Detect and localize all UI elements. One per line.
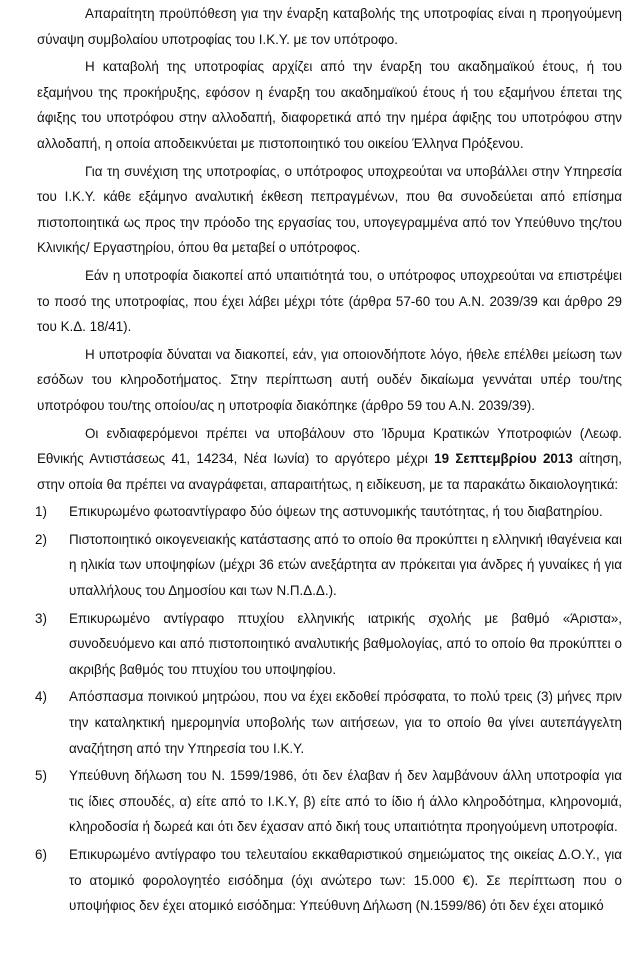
list-item [37, 684, 622, 761]
application-deadline: 19 Σεπτεμβρίου 2013 [434, 451, 573, 467]
list-item-text: Επικυρωμένο φωτοαντίγραφο δύο όψεων της αστυνομικής ταυτότητας, ή του διαβατηρίου. [69, 504, 603, 520]
paragraph-payment-start: Η καταβολή της υποτροφίας αρχίζει από την έναρξη του ακαδημαϊκού έτους, ή του εξαμήνου της προκήρυξης, εφόσον η έναρξη του ακαδημαϊκού έτους ή του εξαμήνου έπεται της άφιξης του υποτρόφου στην αλλοδαπή, διαφορετικά από την ημέρα άφιξης του υποτρόφου στην αλλοδαπή, η οποία αποδεικνύεται με πιστοποιητικό του οικείου Έλληνα Πρόξενου. [37, 59, 622, 151]
list-item [37, 763, 622, 840]
paragraph-application [37, 421, 622, 498]
list-item-text: Υπεύθυνη δήλωση του Ν. 1599/1986, ότι δεν έλαβαν ή δεν λαμβάνουν άλλη υποτροφία για τις ίδιες σπουδές, α) είτε από το Ι.Κ.Υ, β) είτε από το ίδιο ή άλλο κληροδότημα, κληρονομιά, κληροδοσία ή δωρεά και ότι δεν έχασαν από δική τους υπαιτιότητα προηγούμενη υποτροφία. [69, 768, 622, 835]
paragraph-refund: Εάν η υποτροφία διακοπεί από υπαιτιότητά του, ο υπότροφος υποχρεούται να επιστρέψει το ποσό της υποτροφίας, που έχει λάβει μέχρι τότε (άρθρα 57-60 του Α.Ν. 2039/39 και άρθρο 29 του Κ.Δ. 18/41). [37, 267, 622, 335]
paragraph-continuation: Για τη συνέχιση της υποτροφίας, ο υπότροφος υποχρεούται να υποβάλλει στην Υπηρεσία του Ι.Κ.Υ. κάθε εξάμηνο αναλυτική έκθεση πεπραγμένων, που θα συνοδεύεται από επίσημα πιστοποιητικά ως προς την πρόοδο της εργασίας του, υπογεγραμμένα από τον Υπεύθυνο της/του Κλινικής/ Εργαστηρίου, όπου θα μεταβεί ο υπότροφος. [37, 163, 622, 256]
list-item-text: Επικυρωμένο αντίγραφο του τελευταίου εκκαθαριστικού σημειώματος της οικείας Δ.Ο.Υ., για το ατομικό φορολογητέο εισόδημα (όχι ανώτερο των: 15.000 €). Σε περίπτωση που ο υποψήφιος δεν έχει ατομικό εισόδημα: Υπεύθυνη Δήλωση (Ν.1599/86) ότι δεν έχει ατομικό [69, 847, 622, 914]
list-item-number: 2) [35, 531, 47, 547]
list-item-number: 4) [35, 689, 47, 705]
list-item-number: 6) [35, 847, 47, 862]
required-documents-list [37, 499, 622, 919]
list-item [37, 499, 622, 525]
list-item-text: Απόσπασμα ποινικού μητρώου, που να έχει εκδοθεί πρόσφατα, το πολύ τρεις (3) μήνες πριν την καταληκτική ημερομηνία υποβολής των αιτήσεων, για το οποίο θα γίνει αυτεπάγγελτη αναζήτηση από την Υπηρεσία του Ι.Κ.Υ. [69, 689, 622, 756]
list-item-number: 1) [35, 504, 47, 520]
application-text-after: αίτηση, στην οποία θα πρέπει να αναγράφεται, απαραιτήτως, η ειδίκευση, με τα παρακάτω δικαιολογητικά: [37, 451, 622, 492]
list-item-text: Επικυρωμένο αντίγραφο πτυχίου ελληνικής ιατρικής σχολής με βαθμό «Άριστα», συνοδευόμενο και από πιστοποιητικό αναλυτικής βαθμολογίας, από το οποίο θα προκύπτει ο ακριβής βαθμός του πτυχίου του υποψηφίου. [69, 610, 622, 677]
paragraph-termination: Η υποτροφία δύναται να διακοπεί, εάν, για οποιονδήποτε λόγο, ήθελε επέλθει μείωση των εσόδων του κληροδοτήματος. Στην περίπτωση αυτή ουδέν δικαίωμα γεννάται υπέρ του/της υποτρόφου του/της οποίου/ας η υποτροφία διακόπηκε (άρθρο 59 του Α.Ν. 2039/39). [37, 346, 622, 413]
list-item [37, 606, 622, 683]
list-item-number: 3) [35, 610, 47, 626]
list-item-text: Πιστοποιητικό οικογενειακής κατάστασης από το οποίο θα προκύπτει η ελληνική ιθαγένεια και η ηλικία των υποψηφίων (μέχρι 36 ετών ανεξάρτητα αν πρόκειται για άνδρες ή γυναίκες ή για υπαλλήλους του Δημοσίου και των Ν.Π.Δ.Δ.). [69, 531, 622, 599]
list-item-number: 5) [35, 768, 47, 784]
application-text-before: Οι ενδιαφερόμενοι πρέπει να υποβάλουν στο Ίδρυμα Κρατικών Υποτροφιών (Λεωφ. Εθνικής Αντιστάσεως 41, 14234, Νέα Ιωνία) το αργότερο μέχρι [37, 425, 622, 467]
paragraph-contract-requirement: Απαραίτητη προϋπόθεση για την έναρξη καταβολής της υποτροφίας είναι η προηγούμενη σύναψη συμβολαίου υποτροφίας του Ι.Κ.Υ. με τον υπότροφο. [37, 6, 622, 47]
list-item [37, 527, 622, 604]
list-item [37, 842, 622, 919]
